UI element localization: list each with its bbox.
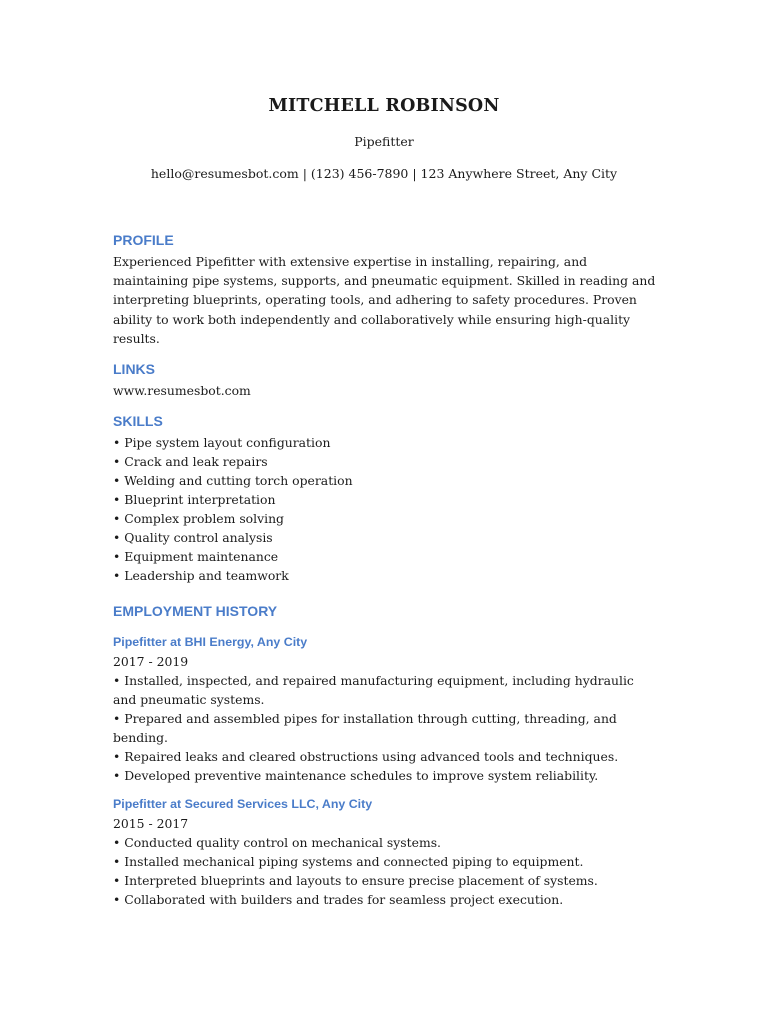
- candidate-name: MITCHELL ROBINSON: [268, 96, 500, 116]
- employment-heading: EMPLOYMENT HISTORY: [113, 603, 278, 620]
- skill-item: • Blueprint interpretation: [113, 492, 276, 508]
- skill-item: • Quality control analysis: [113, 530, 273, 546]
- skills-list: [113, 433, 658, 585]
- duty-item: • Interpreted blueprints and layouts to ensure precise placement of systems.: [113, 873, 598, 889]
- skill-item: • Equipment maintenance: [113, 549, 279, 565]
- job-duties: [113, 671, 658, 785]
- skill-item: • Complex problem solving: [113, 511, 284, 527]
- duty-item: • Developed preventive maintenance schedules to improve system reliability.: [113, 768, 599, 784]
- duty-item: • Collaborated with builders and trades for seamless project execution.: [113, 892, 564, 908]
- links-section: [113, 357, 658, 400]
- profile-text: Experienced Pipefitter with extensive expertise in installing, repairing, and maintaining pipe systems, supports, and pneumatic equipment. Skilled in reading and interpreting blueprints, operating tools, and adhering to safety procedures. Proven ability to work both independently and collaboratively while ensuring high-quality results.: [113, 254, 656, 346]
- skill-item: • Leadership and teamwork: [113, 568, 289, 584]
- resume-body: [113, 228, 658, 909]
- duty-item: • Installed mechanical piping systems and connected piping to equipment.: [113, 854, 584, 870]
- skills-heading: SKILLS: [113, 413, 163, 430]
- skill-item: • Crack and leak repairs: [113, 454, 268, 470]
- job-title: Pipefitter at BHI Energy, Any City: [113, 635, 308, 650]
- duty-item: • Conducted quality control on mechanical systems.: [113, 835, 442, 851]
- job-dates: 2017 - 2019: [113, 654, 189, 670]
- job-title: Pipefitter at Secured Services LLC, Any City: [113, 797, 373, 812]
- profile-heading: PROFILE: [113, 232, 174, 248]
- contact-line: hello@resumesbot.com | (123) 456-7890 | 123 Anywhere Street, Any City: [150, 166, 618, 181]
- website-link[interactable]: www.resumesbot.com: [113, 383, 251, 399]
- job-duties: [113, 833, 658, 909]
- job-entry: [113, 632, 658, 785]
- job-entry: [113, 794, 658, 909]
- job-dates: 2015 - 2017: [113, 816, 189, 832]
- skills-section: [113, 409, 658, 585]
- employment-section: [113, 599, 658, 909]
- skill-item: • Pipe system layout configuration: [113, 435, 331, 451]
- links-heading: LINKS: [113, 361, 155, 378]
- duty-item: • Repaired leaks and cleared obstructions using advanced tools and techniques.: [113, 749, 619, 765]
- profile-section: [113, 228, 658, 348]
- skill-item: • Welding and cutting torch operation: [113, 473, 353, 489]
- duty-item: • Prepared and assembled pipes for installation through cutting, threading, and bending.: [113, 711, 617, 746]
- candidate-title: Pipefitter: [354, 134, 414, 149]
- duty-item: • Installed, inspected, and repaired manufacturing equipment, including hydraulic and pneumatic systems.: [113, 673, 634, 708]
